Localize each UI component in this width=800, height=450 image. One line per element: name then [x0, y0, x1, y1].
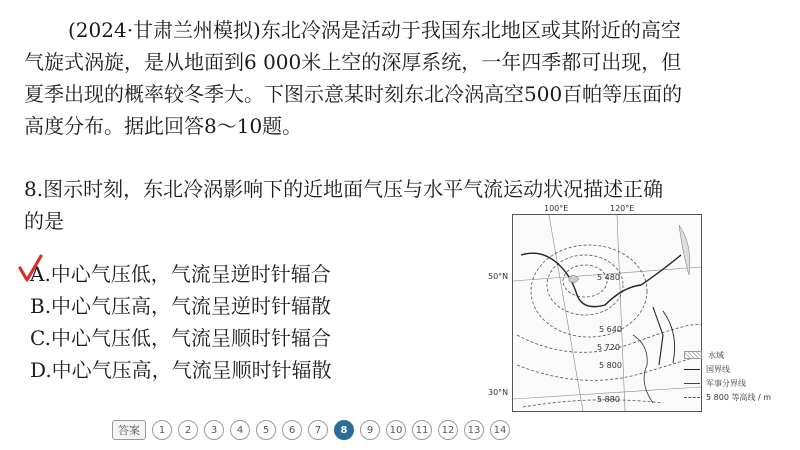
passage-line: 气旋式涡旋，是从地面到6 000米上空的深厚系统，一年四季都可出现，但: [24, 50, 682, 74]
legend-item: 军事分界线: [684, 376, 771, 390]
contour-map-figure: [488, 204, 788, 410]
page-button-7[interactable]: 7: [308, 420, 328, 440]
latitude-label: 50°N: [488, 272, 509, 281]
option-d[interactable]: [30, 354, 332, 386]
page-button-14[interactable]: 14: [490, 420, 510, 440]
option-a[interactable]: [30, 258, 332, 290]
option-letter: D: [30, 358, 46, 382]
line-solid-icon: [684, 369, 700, 370]
page-button-1[interactable]: 1: [152, 420, 172, 440]
option-c[interactable]: [30, 322, 332, 354]
map-drawing: [513, 215, 701, 411]
checkmark-icon: [18, 254, 44, 284]
contour-label: 5 800: [599, 361, 622, 370]
latitude-label: 30°N: [488, 388, 509, 397]
option-text: .中心气压低，气流呈逆时针辐合: [44, 262, 331, 286]
longitude-label: 100°E: [544, 204, 569, 213]
question-nav: [112, 420, 510, 440]
option-b[interactable]: [30, 290, 332, 322]
option-text: .中心气压低，气流呈顺时针辐合: [44, 326, 331, 350]
legend-item: 5 800 等高线 / m: [684, 390, 771, 404]
answer-options: [30, 258, 332, 386]
page-button-8-current[interactable]: 8: [334, 420, 354, 440]
page-button-11[interactable]: 11: [412, 420, 432, 440]
legend-item: 国界线: [684, 362, 771, 376]
question-line: 8.图示时刻，东北冷涡影响下的近地面气压与水平气流运动状况描述正确: [24, 177, 664, 201]
page-button-9[interactable]: 9: [360, 420, 380, 440]
passage-line: 高度分布。据此回答8～10题。: [24, 114, 303, 138]
map-legend: [684, 348, 771, 404]
page-button-2[interactable]: 2: [178, 420, 198, 440]
contour-label: 5 480: [597, 273, 620, 282]
water-hatch-icon: [684, 351, 702, 359]
page-button-12[interactable]: 12: [438, 420, 458, 440]
option-text: .中心气压高，气流呈顺时针辐散: [45, 358, 332, 382]
option-text: .中心气压高，气流呈逆时针辐散: [44, 294, 332, 318]
page-button-10[interactable]: 10: [386, 420, 406, 440]
contour-label: 5 720: [597, 343, 620, 352]
contour-label: 5 880: [597, 395, 620, 404]
option-letter: B: [30, 294, 45, 318]
line-solid-icon: [684, 383, 700, 384]
passage: [24, 14, 784, 142]
page-button-5[interactable]: 5: [256, 420, 276, 440]
line-dashed-icon: [684, 397, 700, 398]
page-button-6[interactable]: 6: [282, 420, 302, 440]
question-line: 的是: [24, 209, 64, 233]
passage-line: 夏季出现的概率较冬季大。下图示意某时刻东北冷涡高空500百帕等压面的: [24, 82, 683, 106]
answer-button[interactable]: 答案: [112, 420, 146, 440]
page-button-4[interactable]: 4: [230, 420, 250, 440]
option-letter: A: [30, 262, 45, 286]
contour-label: 5 640: [599, 325, 622, 334]
map-panel: [512, 214, 702, 412]
longitude-label: 120°E: [610, 204, 635, 213]
page-button-3[interactable]: 3: [204, 420, 224, 440]
option-letter: C: [30, 326, 45, 350]
passage-line: (2024·甘肃兰州模拟)东北冷涡是活动于我国东北地区或其附近的高空: [68, 18, 681, 42]
page-button-13[interactable]: 13: [464, 420, 484, 440]
legend-item: 水域: [684, 348, 771, 362]
